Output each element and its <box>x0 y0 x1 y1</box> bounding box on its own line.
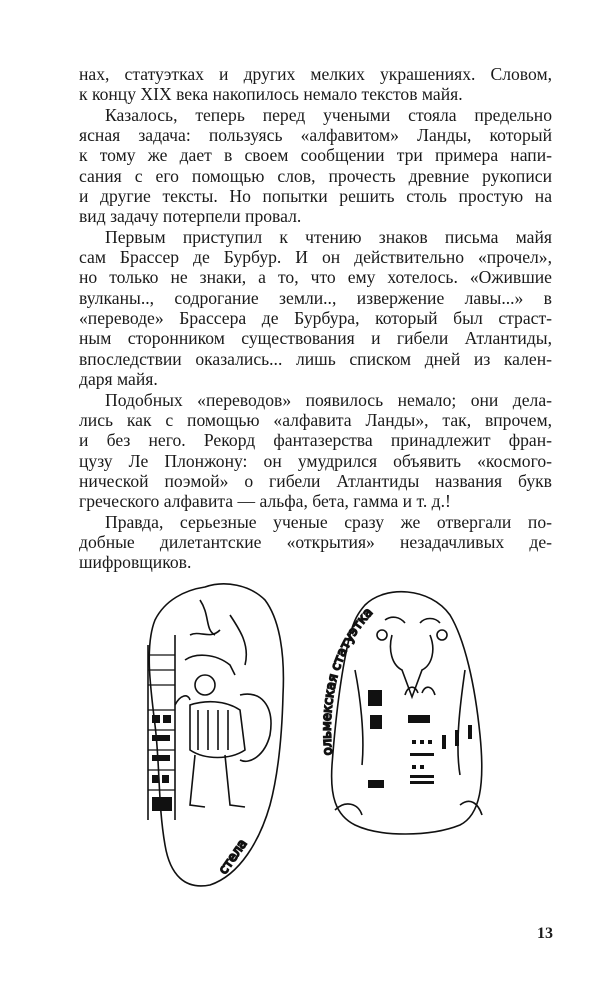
text-line: нической поэмой» о гибели Атлантиды названия букв <box>79 470 552 491</box>
text-line: Подобных «переводов» появилось немало; они дела- <box>105 389 552 410</box>
paragraph <box>79 390 552 512</box>
paragraph <box>79 105 552 227</box>
paragraph <box>79 64 552 105</box>
text-line: впоследствии оказались... лишь списком дней из кален- <box>79 348 552 369</box>
illustrations <box>130 575 490 895</box>
text-line: и без него. Рекорд фантазерства принадлежит фран- <box>79 430 552 451</box>
text-line: и другие тексты. Но попытки решить столь простую на <box>79 186 552 207</box>
text-line: ным сторонником существования и гибели Атлантиды, <box>79 328 552 349</box>
text-line: даря майя. <box>79 369 158 390</box>
maya-artifacts-illustration <box>130 575 490 895</box>
text-line: добные дилетантские «открытия» незадачливых де- <box>79 531 552 552</box>
text-line: сам Брассер де Бурбур. И он действительно «прочел», <box>79 247 552 268</box>
paragraph <box>79 512 552 573</box>
olmec-statuette-drawing <box>320 580 482 834</box>
text-line: вид задачу потерпели провал. <box>79 206 302 227</box>
text-line: Правда, серьезные ученые сразу же отвергали по- <box>105 511 552 532</box>
stela-drawing <box>148 584 283 886</box>
text-line: «переводе» Брассера де Бурбура, который был страст- <box>79 308 552 329</box>
text-line: шифровщиков. <box>79 552 192 573</box>
text-line: сания с его помощью слов, прочесть древние рукописи <box>79 165 552 186</box>
text-line: Первым приступил к чтению знаков письма майя <box>105 226 552 247</box>
text-line: ясная задача: пользуясь «алфавитом» Ланды, который <box>79 125 552 146</box>
text-line: лись как с помощью «алфавита Ланды», так, впрочем, <box>79 409 552 430</box>
text-line: но только не знаки, а то, что ему хотелось. «Ожившие <box>79 267 552 288</box>
text-line: к концу XIX века накопилось немало текстов майя. <box>79 84 463 105</box>
text-line: Казалось, теперь перед учеными стояла предельно <box>105 104 552 125</box>
stela-caption: стела <box>215 836 251 878</box>
text-line: греческого алфавита — альфа, бета, гамма и т. д.! <box>79 491 451 512</box>
page-text <box>79 64 552 573</box>
text-line: к тому же дает в своем сообщении три примера напи- <box>79 145 552 166</box>
text-line: вулканы.., содрогание земли.., извержение лавы...» в <box>79 287 552 308</box>
page-number: 13 <box>537 925 553 942</box>
paragraph <box>79 227 552 390</box>
statuette-caption: ольмекская статуэтка <box>319 605 377 756</box>
text-line: цузу Ле Плонжону: он умудрился объявить «космого- <box>79 450 552 471</box>
text-line: нах, статуэтках и других мелких украшениях. Словом, <box>79 64 552 84</box>
